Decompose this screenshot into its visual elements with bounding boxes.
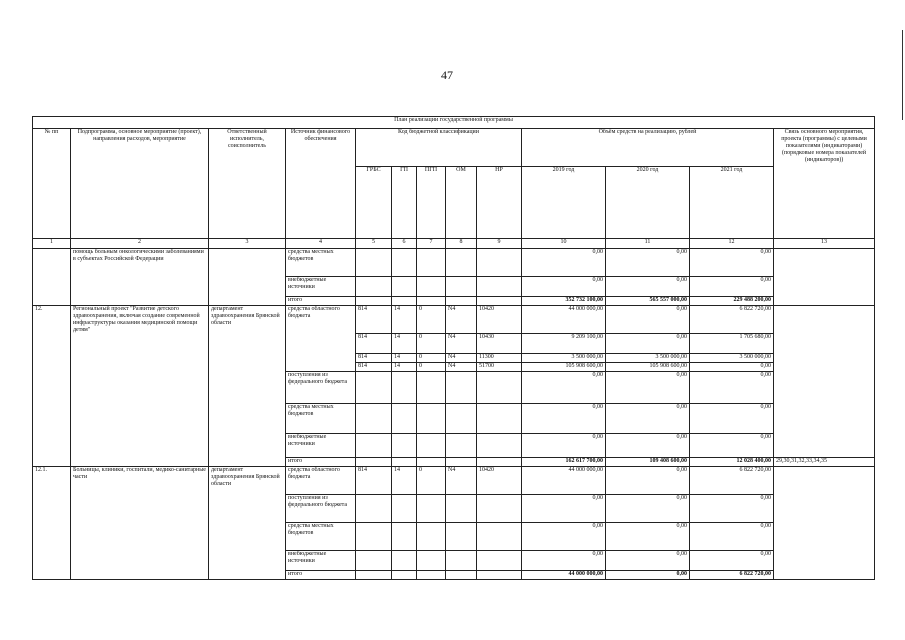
value-2021: 6 822 720,00 <box>690 467 774 495</box>
value-2021: 12 028 400,00 <box>690 458 774 467</box>
code-grbs: 814 <box>356 363 392 372</box>
col-number: 12 <box>690 239 774 249</box>
header-2019: 2019 год <box>522 167 606 239</box>
value-2019: 0,00 <box>522 249 606 277</box>
col-number: 7 <box>417 239 446 249</box>
value-2020: 565 557 000,00 <box>606 297 690 306</box>
value-2021: 0,00 <box>690 551 774 571</box>
table-title: План реализации государственной программы <box>33 117 875 129</box>
code-nr: 10430 <box>477 334 522 354</box>
code-grbs: 814 <box>356 467 392 495</box>
table-row <box>33 467 875 495</box>
value-2019: 0,00 <box>522 404 606 434</box>
value-2020: 0,00 <box>606 523 690 551</box>
value-2019: 44 000 000,00 <box>522 571 606 580</box>
page-edge-line <box>902 30 903 120</box>
header-2021: 2021 год <box>690 167 774 239</box>
table-row <box>33 306 875 334</box>
value-2019: 9 209 100,00 <box>522 334 606 354</box>
value-2021: 0,00 <box>690 363 774 372</box>
value-2019: 162 617 700,00 <box>522 458 606 467</box>
measure-name: помощь больным онкологическими заболеваниями в субъектах Российской Федерации <box>71 249 209 306</box>
header-om: ОМ <box>446 167 477 239</box>
header-source: Источник финансового обеспечения <box>286 129 356 239</box>
code-pgp: 0 <box>417 306 446 334</box>
value-2019: 105 908 600,00 <box>522 363 606 372</box>
code-pgp: 0 <box>417 363 446 372</box>
source: средства местных бюджетов <box>286 523 356 551</box>
value-2020: 0,00 <box>606 277 690 297</box>
value-2019: 44 000 000,00 <box>522 467 606 495</box>
responsible: департамент здравоохранения Брянской области <box>209 467 286 580</box>
measure-name: Региональный проект "Развитие детского здравоохранения, включая создание современной инфраструктуры оказания медицинской помощи детям" <box>71 306 209 467</box>
page-number: 47 <box>441 68 453 82</box>
row-num: 12. <box>33 306 71 467</box>
value-2021: 0,00 <box>690 434 774 458</box>
col-number: 4 <box>286 239 356 249</box>
code-gp: 14 <box>392 334 417 354</box>
source: средства местных бюджетов <box>286 404 356 434</box>
value-2020: 0,00 <box>606 495 690 523</box>
value-2021: 0,00 <box>690 495 774 523</box>
value-2019: 0,00 <box>522 495 606 523</box>
value-2019: 44 000 000,00 <box>522 306 606 334</box>
code-om: N4 <box>446 334 477 354</box>
value-2020: 0,00 <box>606 306 690 334</box>
program-plan-table <box>32 116 875 580</box>
col-number: 6 <box>392 239 417 249</box>
value-2020: 0,00 <box>606 467 690 495</box>
value-2021: 0,00 <box>690 249 774 277</box>
code-om: N4 <box>446 467 477 495</box>
value-2021: 3 500 000,00 <box>690 354 774 363</box>
header-volume: Объём средств на реализацию, рублей <box>522 129 774 167</box>
code-pgp: 0 <box>417 334 446 354</box>
code-nr: 11300 <box>477 354 522 363</box>
link-cell <box>774 306 875 458</box>
value-2021: 0,00 <box>690 277 774 297</box>
source: средства областного бюджета <box>286 467 356 495</box>
code-gp: 14 <box>392 306 417 334</box>
source: внебюджетные источники <box>286 277 356 297</box>
source: средства местных бюджетов <box>286 249 356 277</box>
col-number: 11 <box>606 239 690 249</box>
code-grbs: 814 <box>356 354 392 363</box>
code-nr: 10420 <box>477 306 522 334</box>
header-num: № пп <box>33 129 71 239</box>
value-2021: 1 705 680,00 <box>690 334 774 354</box>
value-2020: 0,00 <box>606 571 690 580</box>
code-gp: 14 <box>392 363 417 372</box>
code-om: N4 <box>446 363 477 372</box>
column-numbers-row <box>33 239 875 249</box>
code-grbs: 814 <box>356 306 392 334</box>
header-subprogram: Подпрограмма, основное мероприятие (проект), направления расходов, мероприятие <box>71 129 209 239</box>
code-grbs: 814 <box>356 334 392 354</box>
value-2021: 0,00 <box>690 523 774 551</box>
source: поступления из федерального бюджета <box>286 495 356 523</box>
value-2020: 0,00 <box>606 404 690 434</box>
indicator-links: 29,30,31,32,33,34,35 <box>774 458 875 467</box>
link-cell <box>774 249 875 306</box>
value-2020: 0,00 <box>606 372 690 404</box>
value-2020: 105 908 600,00 <box>606 363 690 372</box>
source: средства областного бюджета <box>286 306 356 372</box>
responsible <box>209 249 286 306</box>
value-2019: 0,00 <box>522 551 606 571</box>
header-gp: ГП <box>392 167 417 239</box>
value-2020: 0,00 <box>606 434 690 458</box>
value-2021: 6 822 720,00 <box>690 571 774 580</box>
value-2020: 3 500 000,00 <box>606 354 690 363</box>
col-number: 3 <box>209 239 286 249</box>
row-num <box>33 249 71 306</box>
source: внебюджетные источники <box>286 551 356 571</box>
code-om: N4 <box>446 306 477 334</box>
value-2019: 0,00 <box>522 523 606 551</box>
value-2021: 0,00 <box>690 404 774 434</box>
responsible: департамент здравоохранения Брянской области <box>209 306 286 467</box>
header-budget-code: Код бюджетной классификации <box>356 129 522 167</box>
row-num: 12.1. <box>33 467 71 580</box>
value-2021: 0,00 <box>690 372 774 404</box>
source-total: итого <box>286 571 356 580</box>
value-2021: 229 488 200,00 <box>690 297 774 306</box>
header-responsible: Ответственный исполнитель, соисполнитель <box>209 129 286 239</box>
value-2020: 0,00 <box>606 551 690 571</box>
header-link: Связь основного мероприятия, проекта (программы) с целевыми показателями (индикаторами) (порядковые номера показателей (индикаторов)) <box>774 129 875 239</box>
value-2020: 109 408 600,00 <box>606 458 690 467</box>
value-2020: 0,00 <box>606 249 690 277</box>
code-gp: 14 <box>392 467 417 495</box>
value-2019: 0,00 <box>522 372 606 404</box>
value-2020: 0,00 <box>606 334 690 354</box>
source-total: итого <box>286 458 356 467</box>
code-om: N4 <box>446 354 477 363</box>
col-number: 10 <box>522 239 606 249</box>
value-2019: 3 500 000,00 <box>522 354 606 363</box>
link-cell <box>774 467 875 580</box>
title-row <box>33 117 875 129</box>
header-2020: 2020 год <box>606 167 690 239</box>
header-row <box>33 129 875 167</box>
col-number: 8 <box>446 239 477 249</box>
code-nr: 51700 <box>477 363 522 372</box>
col-number: 5 <box>356 239 392 249</box>
value-2019: 0,00 <box>522 277 606 297</box>
value-2021: 6 822 720,00 <box>690 306 774 334</box>
code-nr: 10420 <box>477 467 522 495</box>
source: поступления из федерального бюджета <box>286 372 356 404</box>
col-number: 1 <box>33 239 71 249</box>
header-pgp: ПГП <box>417 167 446 239</box>
header-grbs: ГРБС <box>356 167 392 239</box>
col-number: 9 <box>477 239 522 249</box>
value-2019: 352 732 100,00 <box>522 297 606 306</box>
measure-name: Больницы, клиники, госпитали, медико-санитарные части <box>71 467 209 580</box>
source: внебюджетные источники <box>286 434 356 458</box>
table-row <box>33 249 875 277</box>
header-nr: НР <box>477 167 522 239</box>
source-total: итого <box>286 297 356 306</box>
col-number: 13 <box>774 239 875 249</box>
value-2019: 0,00 <box>522 434 606 458</box>
col-number: 2 <box>71 239 209 249</box>
code-pgp: 0 <box>417 467 446 495</box>
code-pgp: 0 <box>417 354 446 363</box>
code-gp: 14 <box>392 354 417 363</box>
